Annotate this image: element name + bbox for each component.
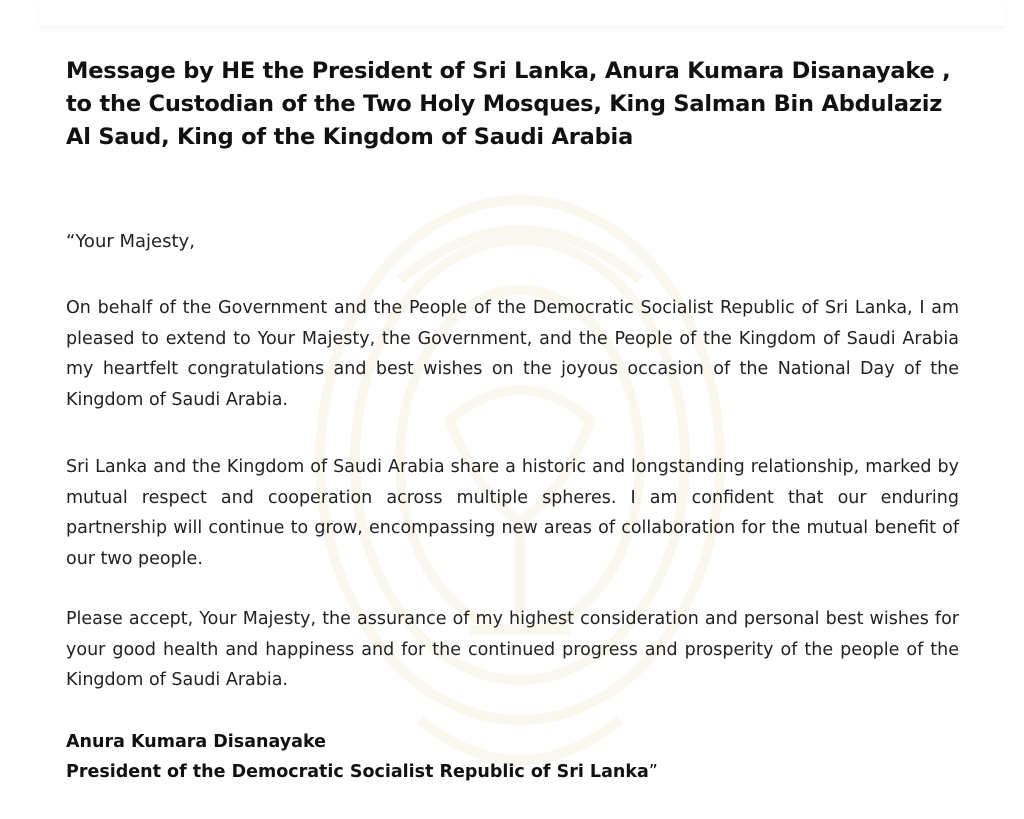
paragraph-relationship: Sri Lanka and the Kingdom of Saudi Arabia share a historic and longstanding relationship, marked by mutual respect and cooperation across multiple spheres. I am confident that our enduring partnership will continue to grow, encompassing new areas of collaboration for the mutual benefit of our two people. xyxy=(66,457,959,569)
letter-content xyxy=(66,55,959,787)
paragraph-closing: Please accept, Your Majesty, the assurance of my highest consideration and personal best wishes for your good health and happiness and for the continued progress and prosperity of the people of the Kingdom of Saudi Arabia. xyxy=(66,609,959,690)
top-band xyxy=(40,0,1004,27)
closing-quote: ” xyxy=(648,761,658,782)
signatory-position: President of the Democratic Socialist Republic of Sri Lanka xyxy=(66,761,649,782)
page-title: Message by HE the President of Sri Lanka, Anura Kumara Disanayake , to the Custodian of the Two Holy Mosques, King Salman Bin Abdulaziz Al Saud, King of the Kingdom of Saudi Arabia xyxy=(66,58,951,150)
paragraph-congratulations: On behalf of the Government and the People of the Democratic Socialist Republic of Sri Lanka, I am pleased to extend to Your Majesty, the Government, and the People of the Kingdom of Saudi Arabia my heartfelt congratulations and best wishes on the joyous occasion of the National Day of the Kingdom of Saudi Arabia. xyxy=(66,298,959,410)
signature-block xyxy=(66,727,959,787)
signatory-position-line xyxy=(66,757,959,787)
salutation: “Your Majesty, xyxy=(66,231,195,252)
signatory-name: Anura Kumara Disanayake xyxy=(66,731,327,752)
